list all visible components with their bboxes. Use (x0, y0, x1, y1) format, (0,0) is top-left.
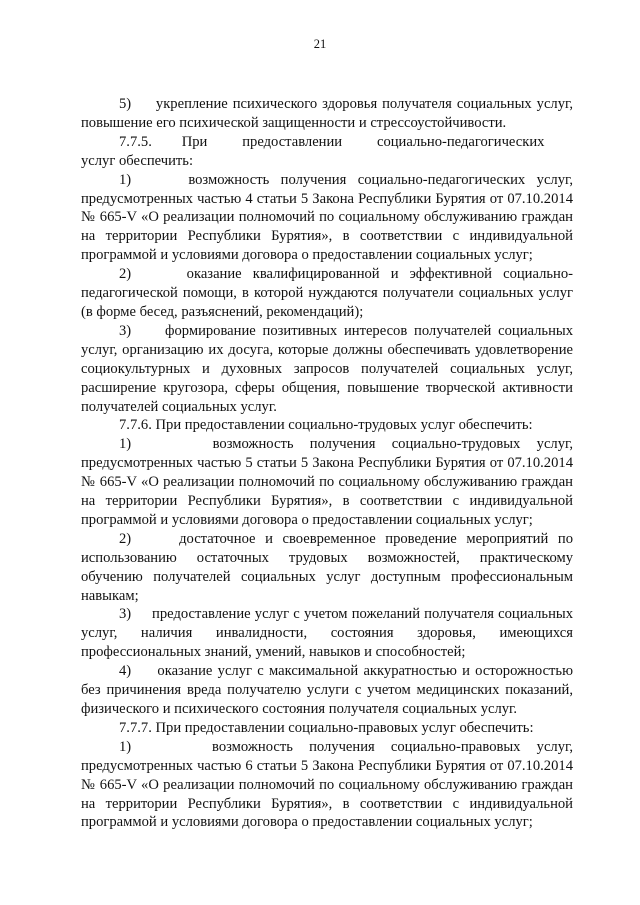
paragraph-7-7-5-item-2: 2) оказание квалифицированной и эффективной социально-педагогической помощи, в которой нуждаются получатели социальных услуг (в форме бесед, разъяснений, рекомендаций); (81, 266, 573, 320)
page-number: 21 (313, 37, 327, 51)
paragraph-7-7-6-item-2: 2) достаточное и своевременное проведение мероприятий по использованию остаточных трудовых возможностей, практическому обучению получателей социальных услуг доступным профессиональным навыкам; (81, 530, 573, 604)
clause-7-7-5-heading: 7.7.5. При предоставлении социально-педагогических услуг обеспечить: (81, 133, 573, 169)
paragraph-item-5-psych-health: 5) укрепление психического здоровья получателя социальных услуг, повышение его психической защищенности и стрессоустойчивости. (81, 96, 573, 131)
document-body (81, 95, 573, 832)
clause-7-7-6-heading: 7.7.6. При предоставлении социально-трудовых услуг обеспечить: (119, 417, 533, 434)
paragraph-7-7-6-item-3: 3) предоставление услуг с учетом пожеланий получателя социальных услуг, наличия инвалидности, состояния здоровья, имеющихся профессиональных знаний, умений, навыков и способностей; (81, 606, 573, 661)
clause-7-7-7-heading: 7.7.7. При предоставлении социально-правовых услуг обеспечить: (119, 719, 534, 736)
paragraph-7-7-7-item-1: 1) возможность получения социально-правовых услуг, предусмотренных частью 6 статьи 5 Закона Республики Бурятия от 07.10.2014 № 665-V «О реализации полномочий по социальному обслуживанию граждан на территории Республики Бурятия», в соответствии с индивидуальной программой и условиями договора о предоставлении социальных услуг; (81, 738, 573, 831)
paragraph-7-7-6-item-4: 4) оказание услуг с максимальной аккуратностью и осторожностью без причинения вреда получателю услуги с учетом медицинских показаний, физического и психического состояния получателя социальных услуг. (81, 663, 573, 717)
paragraph-7-7-5-item-1: 1) возможность получения социально-педагогических услуг, предусмотренных частью 4 статьи 5 Закона Республики Бурятия от 07.10.2014 № 665-V «О реализации полномочий по социальному обслуживанию граждан на территории Республики Бурятия», в соответствии с индивидуальной программой и условиями договора о предоставлении социальных услуг; (81, 171, 573, 264)
paragraph-7-7-6-item-1: 1) возможность получения социально-трудовых услуг, предусмотренных частью 5 статьи 5 Закона Республики Бурятия от 07.10.2014 № 665-V «О реализации полномочий по социальному обслуживанию граждан на территории Республики Бурятия», в соответствии с индивидуальной программой и условиями договора о предоставлении социальных услуг; (81, 436, 573, 528)
paragraph-7-7-5-item-3: 3) формирование позитивных интересов получателей социальных услуг, организацию их досуга, которые должны обеспечивать удовлетворение социокультурных и духовных запросов получателей социальных услуг, расширение кругозора, сферы общения, повышение творческой активности получателей социальных услуг. (81, 322, 573, 415)
